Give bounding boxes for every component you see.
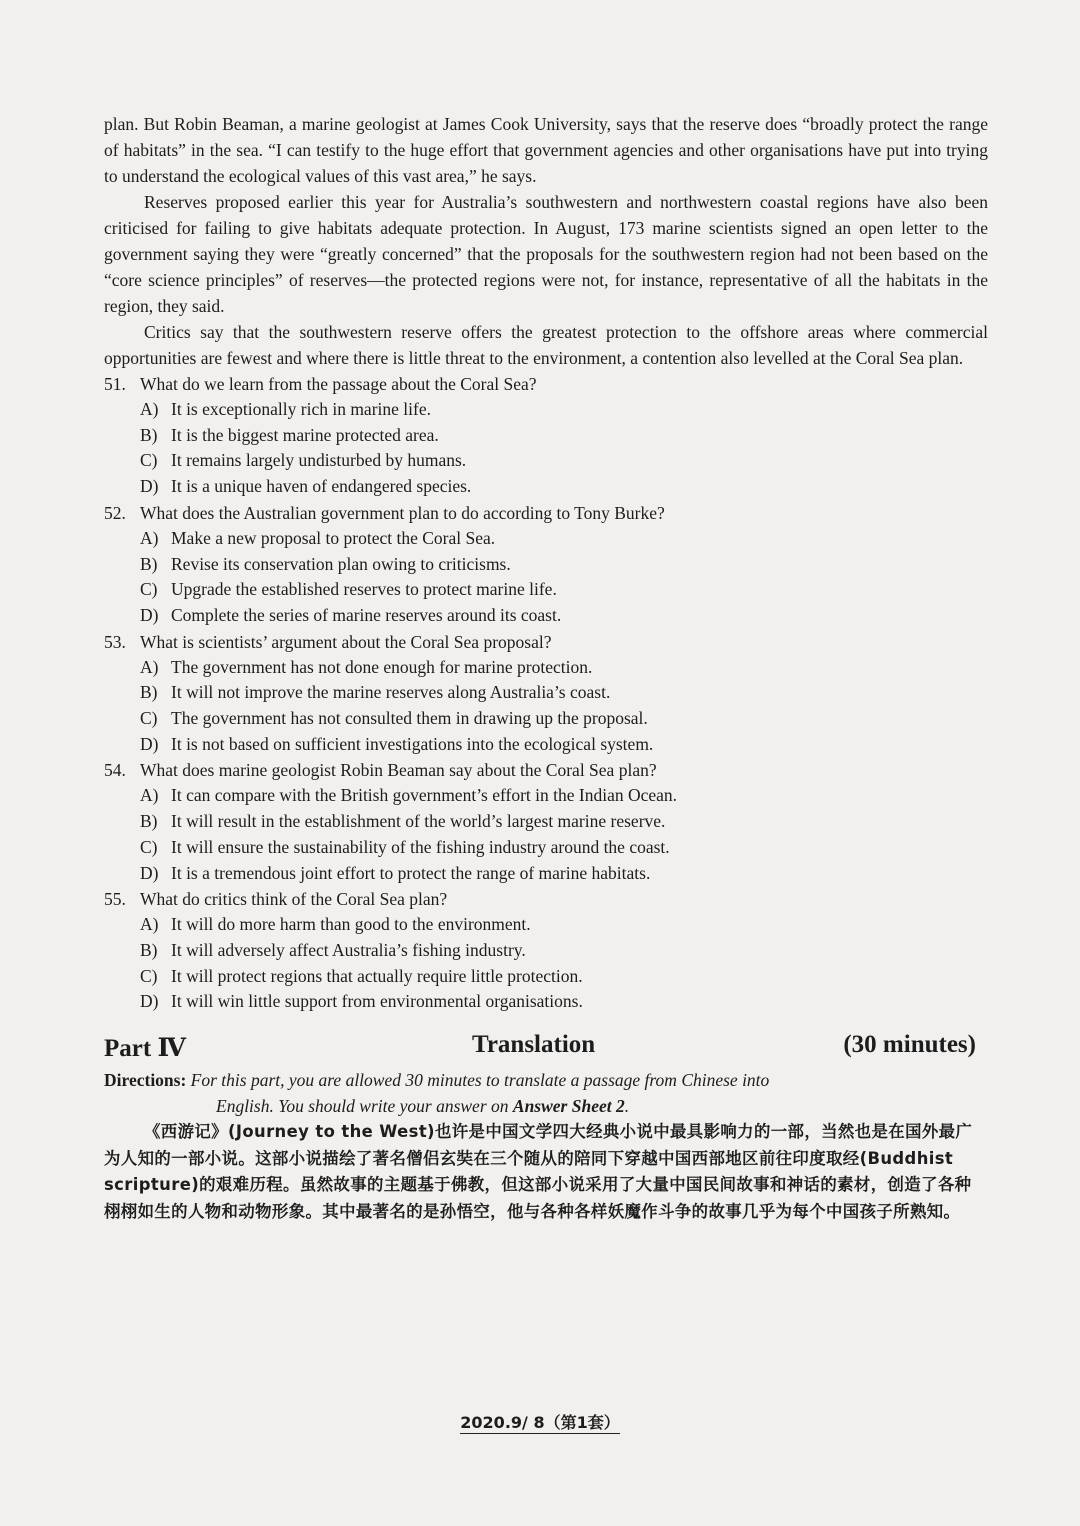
option-d: D) It is not based on sufficient investigations into the ecological system. bbox=[140, 733, 654, 754]
question-53 bbox=[104, 629, 988, 758]
option-a: A) It will do more harm than good to the environment. bbox=[140, 914, 531, 935]
directions: Directions: For this part, you are allowed 30 minutes to translate a passage from Chinese into English. You should write your answer on Answer Sheet 2. bbox=[104, 1070, 770, 1117]
option-b: B) It will not improve the marine reserves along Australia’s coast. bbox=[140, 682, 611, 703]
option-c: C) Upgrade the established reserves to protect marine life. bbox=[140, 579, 557, 600]
option-a: A) The government has not done enough for marine protection. bbox=[140, 656, 593, 677]
question-stem: What does the Australian government plan to do according to Tony Burke? bbox=[140, 502, 665, 523]
option-b: B) Revise its conservation plan owing to criticisms. bbox=[140, 553, 511, 574]
option-d: D) Complete the series of marine reserves around its coast. bbox=[140, 604, 562, 625]
question-stem: What do we learn from the passage about the Coral Sea? bbox=[140, 374, 537, 394]
option-a: A) Make a new proposal to protect the Coral Sea. bbox=[140, 527, 496, 548]
option-c: C) It will protect regions that actually require little protection. bbox=[140, 965, 583, 986]
page-content bbox=[104, 111, 988, 1225]
question-54 bbox=[104, 757, 988, 886]
option-b: B) It is the biggest marine protected area. bbox=[140, 424, 439, 445]
page-footer bbox=[0, 1410, 1080, 1433]
question-number: 55. bbox=[104, 889, 126, 910]
passage-paragraph-3: Critics say that the southwestern reserve offers the greatest protection to the offshore areas where commercial opportunities are fewest and where there is little threat to the environment, a contention also levelled at the Coral Sea plan. bbox=[104, 322, 988, 368]
question-stem: What do critics think of the Coral Sea plan? bbox=[140, 889, 448, 910]
page-number: 2020.9/ 8（第1套） bbox=[460, 1413, 620, 1432]
directions-text-line1: For this part, you are allowed 30 minutes to translate a passage from Chinese into bbox=[190, 1070, 770, 1091]
question-55 bbox=[104, 886, 988, 1015]
answer-sheet-ref: Answer Sheet 2 bbox=[512, 1096, 625, 1117]
option-d: D) It is a tremendous joint effort to protect the range of marine habitats. bbox=[140, 862, 651, 883]
question-number: 51. bbox=[104, 374, 126, 394]
option-c: C) It remains largely undisturbed by humans. bbox=[140, 450, 467, 471]
part-time: (30 minutes) bbox=[843, 1031, 976, 1059]
question-51 bbox=[104, 371, 988, 500]
option-d: D) It is a unique haven of endangered species. bbox=[140, 476, 472, 497]
question-stem: What is scientists’ argument about the Coral Sea proposal? bbox=[140, 631, 552, 652]
option-c: C) It will ensure the sustainability of the fishing industry around the coast. bbox=[140, 836, 670, 857]
option-a: A) It can compare with the British government’s effort in the Indian Ocean. bbox=[140, 785, 678, 806]
directions-text-line2: English. You should write your answer on bbox=[216, 1096, 513, 1117]
passage-paragraph-1: plan. But Robin Beaman, a marine geologist at James Cook University, says that the reserve does “broadly protect the range of habitats” in the sea. “I can testify to the huge effort that government agencies and other organisations have put into trying to understand the ecological values of this vast area,” he says. bbox=[104, 114, 988, 186]
passage-paragraph-2: Reserves proposed earlier this year for Australia’s southwestern and northwestern coastal regions have also been criticised for failing to give habitats adequate protection. In August, 173 marine scientists signed an open letter to the government saying they were “greatly concerned” that the proposals for the southwestern region had not been based on the “core science principles” of reserves—the protected regions were not, for instance, representative of all the habitats in the region, they said. bbox=[104, 192, 988, 316]
question-number: 52. bbox=[104, 502, 126, 523]
option-d: D) It will win little support from environmental organisations. bbox=[140, 991, 583, 1012]
part-title: Translation bbox=[472, 1031, 596, 1059]
question-number: 54. bbox=[104, 760, 126, 781]
question-52 bbox=[104, 500, 988, 629]
option-b: B) It will result in the establishment of the world’s largest marine reserve. bbox=[140, 811, 666, 832]
chinese-passage: 《西游记》(Journey to the West)也许是中国文学四大经典小说中最具影响力的一部，当然也是在国外最广为人知的一部小说。这部小说描绘了著名僧侣玄奘在三个随从的陪同下穿越中国西部地区前往印度取经(Buddhist scripture)的艰难历程。虽然故事的主题基于佛教，但这部小说采用了大量中国民间故事和神话的素材，创造了各种栩栩如生的人物和动物形象。其中最著名的是孙悟空，他与各种各样妖魔作斗争的故事几乎为每个中国孩子所熟知。 bbox=[104, 1122, 973, 1221]
question-number: 53. bbox=[104, 631, 126, 652]
part-label: Part Ⅳ bbox=[104, 1035, 186, 1063]
option-a: A) It is exceptionally rich in marine life. bbox=[140, 399, 431, 419]
question-stem: What does marine geologist Robin Beaman say about the Coral Sea plan? bbox=[140, 760, 657, 781]
part-header bbox=[104, 1027, 988, 1067]
option-b: B) It will adversely affect Australia’s fishing industry. bbox=[140, 939, 526, 960]
directions-label: Directions: bbox=[104, 1070, 187, 1091]
option-c: C) The government has not consulted them in drawing up the proposal. bbox=[140, 708, 648, 729]
